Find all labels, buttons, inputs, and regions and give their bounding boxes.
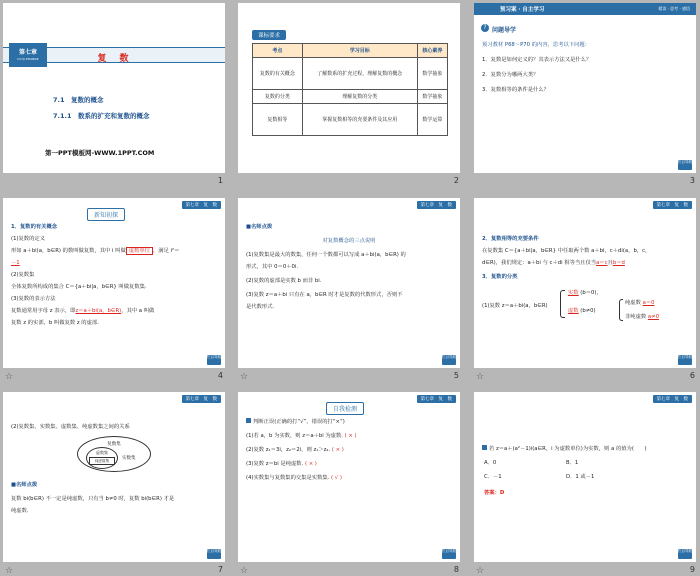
text-line: 全体复数所构成的集合 C＝{a＋bi|a，b∈R} 叫做复数集. — [11, 284, 147, 290]
chapter-label: 第七章 — [18, 49, 37, 56]
nav-button[interactable]: 栏目导航 — [442, 549, 456, 559]
table-cell: 复数的分类 — [253, 90, 303, 104]
text-line: 是代数形式. — [246, 304, 275, 310]
slide1-subsection: 7.1.1 数系的扩充和复数的概念 — [53, 112, 150, 120]
option-c: C．－1 — [484, 474, 502, 480]
answer-fill: a＝0 — [642, 300, 655, 306]
slide-3-thumbnail[interactable] — [474, 3, 696, 173]
real-label — [568, 288, 602, 296]
table-cell: 数学运算 — [417, 104, 447, 136]
text-line — [11, 258, 217, 269]
table-cell: 掌握复数相等的充要条件及其应用 — [302, 104, 417, 136]
tip-heading: ■名师点拨 — [11, 482, 38, 488]
text-span: 若 z＝a＋(a²－1)i(a∈R，i 为虚数单位)为实数，则 a 的值为( ) — [489, 446, 647, 452]
page-number: 3 — [689, 176, 695, 185]
quiz-answer: ( × ) — [344, 433, 357, 439]
answer-fill: b＝d — [612, 260, 625, 266]
slide3-banner: 预习案 · 自主学习 — [500, 7, 545, 13]
pure-label — [625, 298, 655, 306]
exercise-icon — [482, 445, 487, 450]
slide8-banner: 自我检测 — [326, 402, 364, 415]
exercise-question — [482, 444, 688, 455]
nav-button[interactable]: 栏目导航 — [207, 355, 221, 365]
answer-fill: z＝a＋bi(a，b∈R) — [75, 308, 122, 314]
table-row — [253, 90, 448, 104]
star-icon[interactable]: ☆ — [476, 566, 485, 576]
text-line: 在复数集 C＝{a＋bi|a，b∈R} 中任取两个数 a＋bi，c＋di(a，b，c， — [482, 248, 651, 254]
table-cell: 复数相等 — [253, 104, 303, 136]
star-icon[interactable]: ☆ — [240, 372, 249, 382]
slide3-slogan: 精读 · 思考 · 感悟 — [658, 6, 690, 11]
nav-button[interactable]: 栏目导航 — [678, 160, 692, 170]
section-heading: 1．复数的有关概念 — [11, 224, 58, 230]
table-cell: 数学抽象 — [417, 58, 447, 90]
quiz-question: (4)实数集与复数集的交集是实数集. — [246, 475, 330, 481]
table-header-row — [253, 44, 448, 58]
set-label-complex: 复数集 — [107, 442, 121, 447]
text-span: 且 — [607, 260, 613, 266]
table-cell: 了解数系的扩充过程，理解复数的概念 — [302, 58, 417, 90]
slide3-heading: 问题导学 — [492, 27, 517, 34]
slide-6-thumbnail[interactable] — [474, 198, 696, 368]
option-b: B．1 — [566, 460, 579, 466]
col-header: 学习目标 — [302, 44, 417, 58]
slide1-template-credit: 第一PPT模板网-WWW.1PPT.COM — [45, 149, 155, 157]
quiz-answer: ( √ ) — [331, 475, 342, 481]
text-line: (1)复数集是最大的数集，任何一个数都可以写成 a＋bi(a，b∈R) 的 — [246, 252, 406, 258]
text-span: ，其中 a 叫做 — [121, 308, 155, 314]
tip-heading: ■名师点拨 — [246, 224, 273, 230]
text-line: (2)复数集、实数集、虚数集、纯虚数集之间的关系 — [11, 424, 130, 430]
text-span: 纯虚数 — [625, 300, 641, 306]
question-item: 3．复数相等的条件是什么？ — [482, 87, 549, 93]
quiz-answer: ( × ) — [304, 461, 317, 467]
page-number: 4 — [217, 371, 223, 380]
text-line: (3)复数的表示方法 — [11, 296, 56, 302]
answer-fill: 虚数 — [568, 308, 579, 314]
star-icon[interactable]: ☆ — [476, 372, 485, 382]
chapter-tag: 第七章 复 数 — [417, 395, 457, 403]
chapter-tag: 第七章 复 数 — [182, 201, 222, 209]
page-number: 9 — [689, 565, 695, 574]
text-span: 判断正误(正确的打“√”，错误的打“×”) — [253, 419, 345, 425]
col-header: 考点 — [253, 44, 303, 58]
star-icon[interactable]: ☆ — [5, 372, 14, 382]
imag-set-circle — [86, 447, 118, 469]
chapter-tag: 第七章 复 数 — [182, 395, 222, 403]
text-span: ，满足 i²＝ — [152, 248, 180, 254]
table-cell: 理解复数的分类 — [302, 90, 417, 104]
answer-fill: 虚数单位 — [126, 247, 153, 255]
text-span: 非纯虚数 — [625, 314, 647, 320]
text-line: 纯虚数. — [11, 508, 29, 514]
set-diagram — [77, 436, 151, 472]
nav-button[interactable]: 栏目导航 — [678, 549, 692, 559]
slide3-intro: 预习教材 P68～P70 的内容，思考以下问题： — [482, 42, 590, 48]
nav-button[interactable]: 栏目导航 — [442, 355, 456, 365]
question-item: 1．复数是如何定义的？其表示方法又是什么？ — [482, 57, 592, 63]
quiz-question: (1)若 a，b 为实数，则 z＝a＋bi 为虚数. — [246, 433, 343, 439]
quiz-item — [246, 473, 452, 484]
slide1-title: 复 数 — [97, 54, 131, 64]
text-line: (2)复数的虚部是实数 b 而非 bi. — [246, 278, 322, 284]
slide-9-thumbnail[interactable] — [474, 392, 696, 562]
brace-inner — [619, 299, 623, 321]
table-cell: 复数的有关概念 — [253, 58, 303, 90]
text-span: (b＝0)， — [580, 290, 602, 296]
nav-button[interactable]: 栏目导航 — [207, 549, 221, 559]
section-heading: 2．复数相等的充要条件 — [482, 236, 539, 242]
objectives-table — [252, 43, 448, 136]
page-number: 8 — [453, 565, 459, 574]
text-span: 复数通常用字母 z 表示，即 — [11, 308, 76, 314]
section-heading: 3．复数的分类 — [482, 274, 518, 280]
option-a: A．0 — [484, 460, 497, 466]
text-line — [246, 417, 452, 428]
quiz-question: (2)复数 z₁＝3i，z₂＝2i，则 z₁＞z₂. — [246, 447, 331, 453]
text-line: 复数 z 的实部，b 叫做复数 z 的虚部. — [11, 320, 99, 326]
text-line: (1)复数的定义 — [11, 236, 45, 242]
slide2-banner: 课标要求 — [252, 30, 286, 40]
nonpure-label — [625, 312, 659, 320]
page-number: 5 — [453, 371, 459, 380]
page-number: 1 — [217, 176, 223, 185]
question-item: 2．复数分为哪两大类？ — [482, 72, 539, 78]
set-label-real: 实数集 — [122, 456, 136, 461]
text-span: 形如 a＋bi(a，b∈R) 的数叫做复数，其中 i 叫做 — [11, 248, 126, 254]
col-header: 核心素养 — [417, 44, 447, 58]
text-line: 形式，其中 0＝0＋0i. — [246, 264, 299, 270]
slide-8-thumbnail[interactable] — [238, 392, 460, 562]
answer-fill: －1 — [11, 260, 20, 266]
text-line: (2)复数集 — [11, 272, 35, 278]
text-span: d∈R)，我们规定：a＋bi 与 c＋di 相等当且仅当 — [482, 260, 597, 266]
answer-fill: a≠0 — [647, 314, 659, 320]
option-d: D．1 或－1 — [566, 474, 595, 480]
quiz-answer: ( × ) — [331, 447, 344, 453]
page-number: 7 — [217, 565, 223, 574]
set-label-imag: 虚数集 — [96, 450, 108, 455]
slide-4-thumbnail[interactable] — [3, 198, 225, 368]
quiz-question: (3)复数 z＝bi 是纯虚数. — [246, 461, 304, 467]
chapter-sub: DI QI ZHANGE — [17, 57, 39, 61]
imag-label — [568, 306, 596, 314]
question-icon: ? — [481, 24, 489, 32]
slide-1-thumbnail[interactable] — [3, 3, 225, 173]
star-icon[interactable]: ☆ — [5, 566, 14, 576]
answer-text: 答案：D — [484, 490, 505, 496]
table-cell: 数学抽象 — [417, 90, 447, 104]
pure-set-box: 纯虚数集 — [89, 457, 115, 465]
text-span: (b≠0) — [580, 308, 596, 314]
table-row — [253, 58, 448, 90]
slide-5-thumbnail[interactable] — [238, 198, 460, 368]
text-line: (3)复数 z＝a＋bi 只有在 a，b∈R 时才是复数的代数形式，否则不 — [246, 292, 403, 298]
text-line — [11, 306, 217, 317]
tip-title: 对复数概念的三点说明 — [322, 238, 376, 244]
slide-7-thumbnail[interactable] — [3, 392, 225, 562]
chapter-tag: 第七章 复 数 — [653, 201, 693, 209]
text-line: (1)复数 z＝a＋bi(a，b∈R) — [482, 303, 548, 309]
text-line — [11, 246, 217, 257]
chapter-tag: 第七章 复 数 — [653, 395, 693, 403]
chapter-tag: 第七章 复 数 — [417, 201, 457, 209]
page-number: 2 — [453, 176, 459, 185]
quiz-item — [246, 431, 452, 442]
quiz-item — [246, 459, 452, 470]
quiz-item — [246, 445, 452, 456]
slide-2-thumbnail[interactable] — [238, 3, 460, 173]
answer-fill: a＝c — [596, 260, 608, 266]
nav-button[interactable]: 栏目导航 — [678, 355, 692, 365]
table-row — [253, 104, 448, 136]
brace-outer — [560, 290, 565, 318]
answer-fill: 实数 — [568, 290, 579, 296]
slide1-section: 7.1 复数的概念 — [53, 96, 104, 104]
text-line: 复数 bi(b∈R) 不一定是纯虚数，只有当 b≠0 时，复数 bi(b∈R) 才是 — [11, 496, 175, 502]
slide4-banner: 新知初探 — [87, 208, 125, 221]
judge-icon — [246, 418, 251, 423]
page-number: 6 — [689, 371, 695, 380]
star-icon[interactable]: ☆ — [240, 566, 249, 576]
text-line — [482, 258, 688, 269]
